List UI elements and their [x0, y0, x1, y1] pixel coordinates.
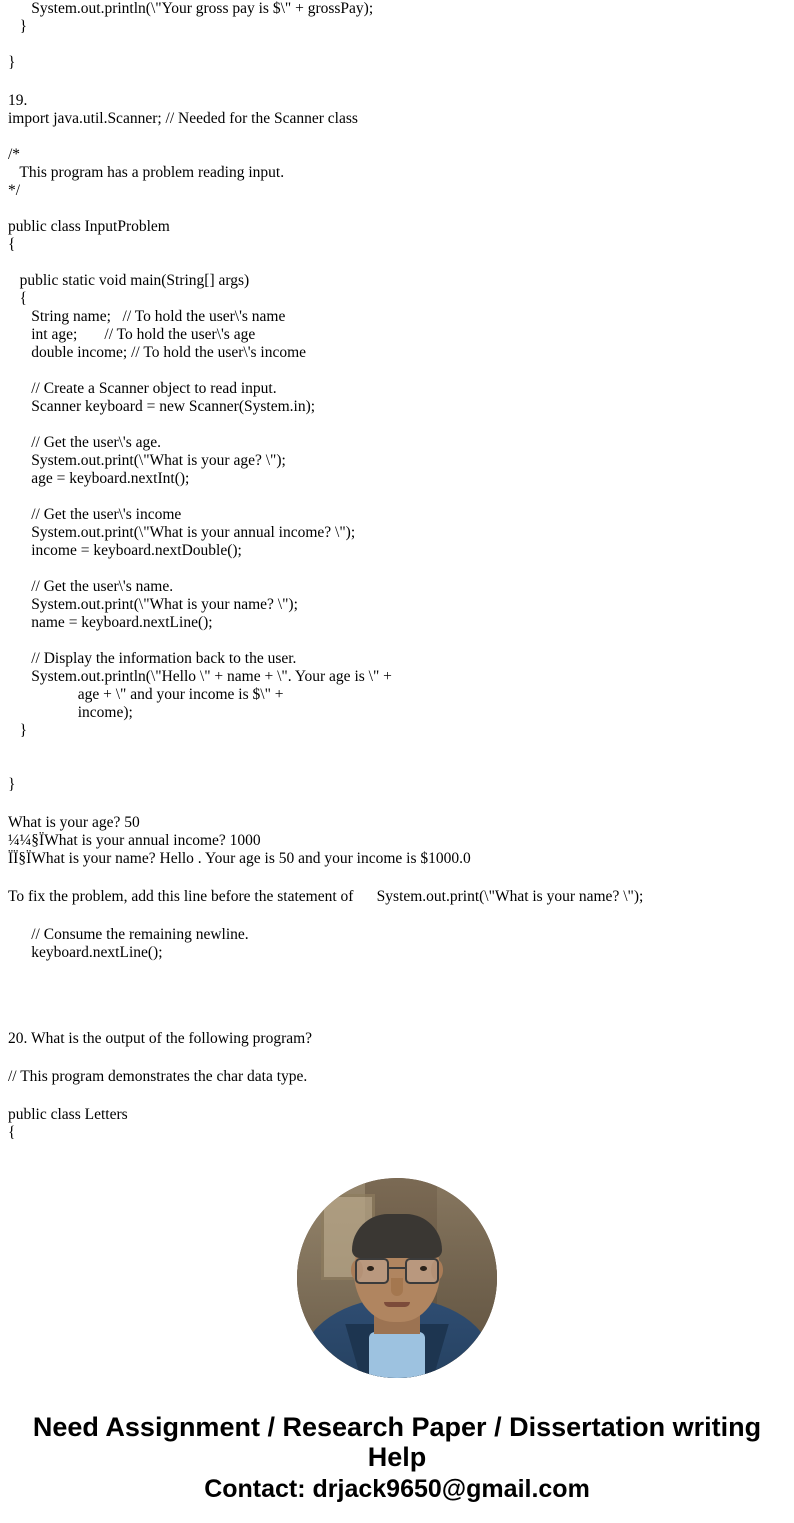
code-line-blank [8, 254, 786, 272]
question-prompt: 20. What is the output of the following program? [8, 1030, 313, 1047]
code-line-blank [8, 632, 786, 650]
code-line: // Create a Scanner object to read input. [8, 380, 277, 397]
code-line-blank [8, 362, 786, 380]
portrait-photo-container [8, 1178, 786, 1378]
code-line: System.out.print(\"What is your age? \"); [8, 452, 286, 469]
code-line: income = keyboard.nextDouble(); [8, 542, 242, 559]
promo-contact: Contact: drjack9650@gmail.com [204, 1475, 590, 1503]
code-line: age = keyboard.nextInt(); [8, 470, 190, 487]
code-line: // Display the information back to the user. [8, 650, 297, 667]
question-20 [8, 1030, 786, 1142]
question-19 [8, 92, 786, 962]
spacer [8, 1086, 786, 1106]
comment-line: This program has a problem reading input. [8, 164, 285, 181]
fix-instruction: To fix the problem, add this line before the statement of System.out.print(\"What is your name? \"); [8, 888, 644, 905]
code-line: } [8, 54, 16, 71]
program-output-line: ¼¼§ÏWhat is your annual income? 1000 [8, 832, 261, 849]
spacer [8, 996, 786, 1030]
comment-line: /* [8, 146, 21, 163]
code-line: name = keyboard.nextLine(); [8, 614, 213, 631]
code-line: Scanner keyboard = new Scanner(System.in); [8, 398, 316, 415]
spacer [8, 1048, 786, 1068]
nose [391, 1278, 403, 1296]
code-line-blank [8, 416, 786, 434]
code-line: System.out.print(\"What is your name? \"); [8, 596, 298, 613]
mouth [384, 1302, 410, 1307]
code-line: String name; // To hold the user\'s name [8, 308, 286, 325]
brace-close: } [8, 776, 16, 793]
code-line: // Get the user\'s name. [8, 578, 174, 595]
code-line: age + \" and your income is $\" + [8, 686, 284, 703]
code-line: double income; // To hold the user\'s income [8, 344, 307, 361]
spacer [8, 72, 786, 92]
portrait-photo [297, 1178, 497, 1378]
code-line: // Get the user\'s age. [8, 434, 162, 451]
code-line-blank [8, 200, 786, 218]
main-brace-open: { [8, 290, 28, 307]
eyeglass-bridge [389, 1267, 405, 1269]
spacer [8, 906, 786, 926]
program-output-line: ÏÏ§ÏWhat is your name? Hello . Your age is 50 and your income is $1000.0 [8, 850, 471, 867]
eyeglass-lens-right [405, 1258, 439, 1284]
question-number: 19. [8, 92, 28, 109]
code-line: } [8, 18, 28, 35]
promo-headline: Need Assignment / Research Paper / Dissertation writing Help [32, 1412, 762, 1472]
eyeglass-lens-left [355, 1258, 389, 1284]
code-line-blank [8, 740, 786, 758]
eye-right [420, 1266, 427, 1271]
brace-open: { [8, 1124, 16, 1141]
code-line: income); [8, 704, 133, 721]
comment-line: */ [8, 182, 21, 199]
comment-line: // This program demonstrates the char data type. [8, 1068, 308, 1085]
promo-block [8, 1412, 786, 1505]
brace-open: { [8, 236, 16, 253]
code-line-blank [8, 560, 786, 578]
code-line: System.out.println(\"Hello \" + name + \". Your age is \" + [8, 668, 392, 685]
fix-code-line: // Consume the remaining newline. [8, 926, 249, 943]
code-line: // Get the user\'s income [8, 506, 182, 523]
code-block-tail [8, 0, 786, 72]
import-line: import java.util.Scanner; // Needed for the Scanner class [8, 110, 358, 127]
eye-left [367, 1266, 374, 1271]
spacer [8, 794, 786, 814]
class-declaration: public class Letters [8, 1106, 128, 1123]
code-line-blank [8, 758, 786, 776]
code-line: System.out.println(\"Your gross pay is $\" + grossPay); [8, 0, 374, 17]
code-line-blank [8, 488, 786, 506]
class-declaration: public class InputProblem [8, 218, 170, 235]
code-line-blank [8, 128, 786, 146]
main-declaration: public static void main(String[] args) [8, 272, 250, 289]
shirt [369, 1332, 425, 1378]
spacer [8, 962, 786, 996]
code-line: System.out.print(\"What is your annual income? \"); [8, 524, 356, 541]
spacer [8, 868, 786, 888]
code-line-blank [8, 36, 786, 54]
code-line: } [8, 722, 28, 739]
program-output-line: What is your age? 50 [8, 814, 140, 831]
fix-code-line: keyboard.nextLine(); [8, 944, 163, 961]
code-line: int age; // To hold the user\'s age [8, 326, 256, 343]
